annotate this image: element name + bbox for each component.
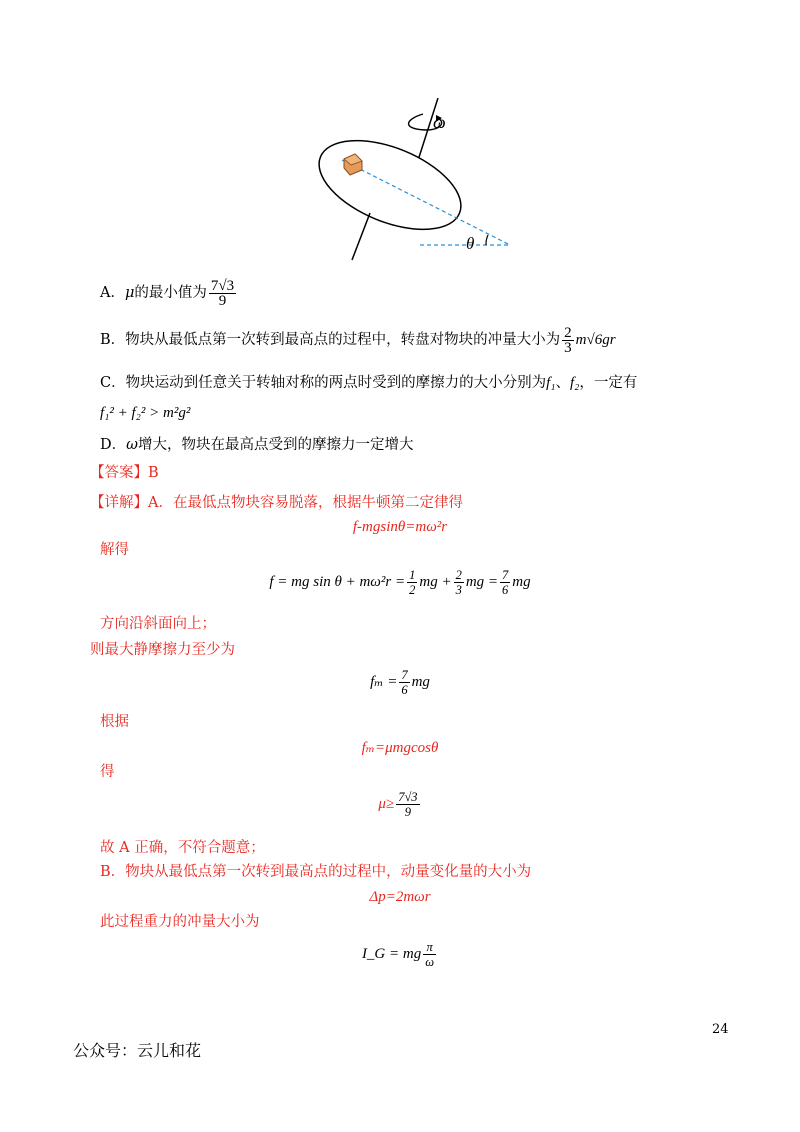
answer-label: 【答案】B	[90, 465, 159, 481]
max-static-text: 则最大静摩擦力至少为	[90, 642, 235, 658]
gravity-impulse-text: 此过程重力的冲量大小为	[100, 914, 260, 930]
option-a-text: 的最小值为	[134, 285, 207, 301]
b-intro-text: B．物块从最低点第一次转到最高点的过程中，动量变化量的大小为	[100, 864, 532, 880]
angle-arc	[486, 235, 488, 245]
option-d-omega: ω	[126, 437, 138, 453]
disc	[307, 123, 474, 248]
option-b	[100, 325, 616, 355]
solve-label: 解得	[100, 542, 129, 558]
option-c-tail: ，一定有	[579, 375, 638, 391]
equation-fm: fₘ=μmgcosθ	[361, 740, 439, 756]
theta-label: θ	[466, 234, 475, 253]
direction-text: 方向沿斜面向上；	[100, 616, 216, 632]
get-text: 得	[100, 764, 115, 780]
omega-label: ω	[433, 112, 446, 132]
equation-friction: f = mg sin θ + mω²r = $\frac{1}{2}$ mg + $\frac{2}{3}$ mg = $\frac{7}{6}$ mg	[269, 568, 531, 598]
option-d-prefix: D．	[100, 437, 127, 453]
page-number: 24	[712, 1022, 729, 1037]
option-c-formula: f₁² + f₂² > m²g²	[100, 405, 191, 421]
equation-max-static: fₘ = $\frac{7}{6}$ mg	[370, 668, 430, 698]
rotating-disc-diagram	[300, 98, 530, 268]
option-c-f1: f₁	[546, 375, 556, 391]
option-b-fraction: $\frac{2}{3}$	[564, 324, 572, 356]
option-b-text: B．物块从最低点第一次转到最高点的过程中，转盘对物块的冲量大小为	[100, 332, 561, 348]
option-c-sep: 、	[555, 375, 570, 391]
option-c-f2: f₂	[569, 375, 580, 391]
option-d	[100, 435, 413, 455]
a-correct-text: 故 A 正确，不符合题意；	[100, 840, 265, 856]
option-d-text: 增大，物块在最高点受到的摩擦力一定增大	[137, 437, 414, 453]
rotation-axis-lower	[352, 213, 370, 260]
equation-momentum: Δp=2mωr	[369, 889, 431, 905]
account-footer: 公众号：云儿和花	[73, 1041, 202, 1060]
explanation-intro: 【详解】A．在最低点物块容易脱落，根据牛顿第二定律得	[90, 495, 463, 511]
equation-newton: f-mgsinθ=mω²r	[352, 519, 448, 535]
option-b-tail: m√6gr	[575, 332, 616, 348]
option-a-prefix: A．	[100, 285, 125, 301]
according-text: 根据	[100, 714, 129, 730]
option-c-text: C．物块运动到任意关于转轴对称的两点时受到的摩擦力的大小分别为	[100, 375, 547, 391]
option-c	[100, 373, 637, 393]
option-a-fraction: $\frac{7√3}{9}$	[210, 277, 235, 309]
option-a	[100, 278, 238, 308]
option-a-mu: μ	[124, 285, 135, 301]
equation-mu: μ≥ $\frac{7√3}{9}$	[378, 790, 418, 820]
equation-gravity-impulse: I_G = mg $\frac{\pi}{\omega}$	[361, 940, 435, 970]
